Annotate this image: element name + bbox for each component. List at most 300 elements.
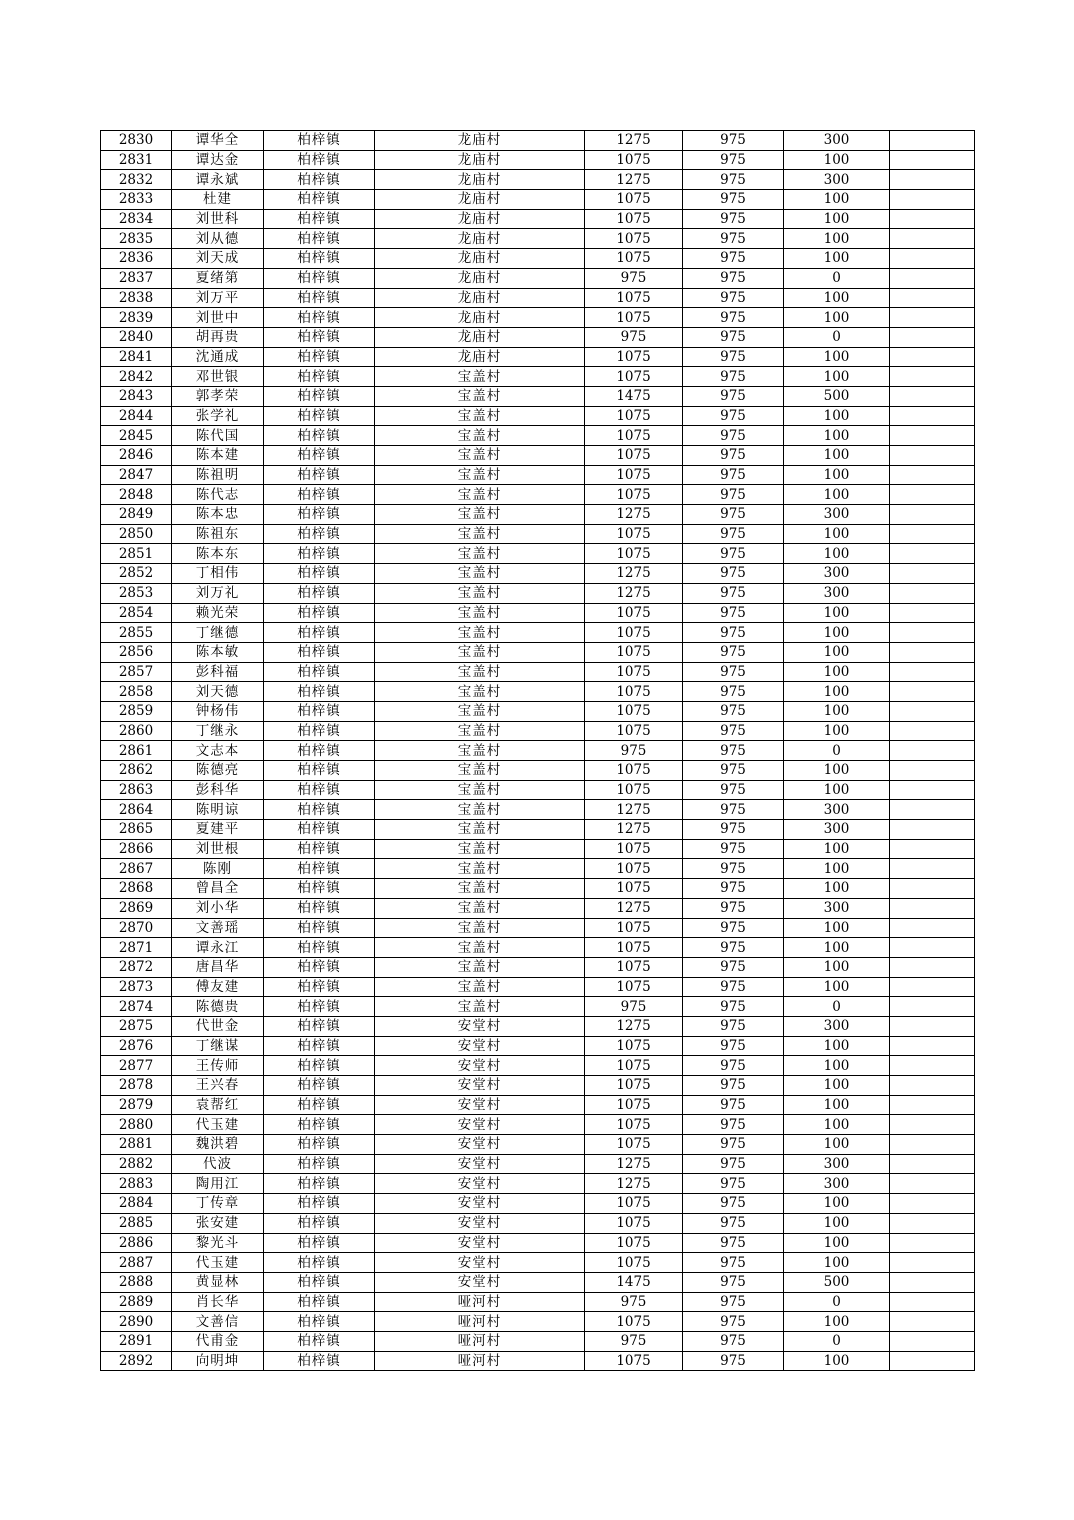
cell-amount-base: 975: [683, 938, 784, 958]
cell-amount-diff: 100: [784, 879, 890, 899]
cell-amount-diff: 100: [784, 308, 890, 328]
cell-name: 魏洪碧: [172, 1135, 264, 1155]
cell-village: 龙庙村: [375, 249, 585, 269]
cell-town: 柏梓镇: [264, 839, 375, 859]
cell-town: 柏梓镇: [264, 1036, 375, 1056]
cell-name: 文善信: [172, 1312, 264, 1332]
cell-amount-base: 975: [683, 583, 784, 603]
cell-remark: [890, 1213, 975, 1233]
cell-name: 谭永斌: [172, 170, 264, 190]
cell-id: 2864: [101, 800, 172, 820]
cell-amount-diff: 300: [784, 1016, 890, 1036]
cell-amount-base: 975: [683, 1036, 784, 1056]
cell-town: 柏梓镇: [264, 446, 375, 466]
cell-name: 陈本东: [172, 544, 264, 564]
cell-amount-diff: 100: [784, 839, 890, 859]
cell-amount-base: 975: [683, 465, 784, 485]
cell-remark: [890, 249, 975, 269]
cell-amount-diff: 300: [784, 131, 890, 151]
cell-amount-total: 1075: [585, 426, 683, 446]
cell-village: 龙庙村: [375, 327, 585, 347]
cell-remark: [890, 367, 975, 387]
cell-id: 2877: [101, 1056, 172, 1076]
cell-town: 柏梓镇: [264, 957, 375, 977]
cell-amount-total: 975: [585, 997, 683, 1017]
cell-remark: [890, 1194, 975, 1214]
cell-remark: [890, 288, 975, 308]
cell-amount-diff: 100: [784, 190, 890, 210]
cell-amount-diff: 100: [784, 1095, 890, 1115]
cell-town: 柏梓镇: [264, 1331, 375, 1351]
cell-name: 彭科华: [172, 780, 264, 800]
cell-id: 2848: [101, 485, 172, 505]
cell-amount-diff: 100: [784, 1351, 890, 1371]
cell-town: 柏梓镇: [264, 268, 375, 288]
cell-town: 柏梓镇: [264, 1135, 375, 1155]
cell-village: 宝盖村: [375, 446, 585, 466]
cell-amount-base: 975: [683, 1272, 784, 1292]
cell-name: 文善瑶: [172, 918, 264, 938]
cell-remark: [890, 918, 975, 938]
cell-town: 柏梓镇: [264, 1292, 375, 1312]
cell-name: 刘世科: [172, 209, 264, 229]
cell-town: 柏梓镇: [264, 1056, 375, 1076]
cell-remark: [890, 386, 975, 406]
cell-amount-base: 975: [683, 977, 784, 997]
cell-amount-total: 1075: [585, 209, 683, 229]
cell-id: 2891: [101, 1331, 172, 1351]
cell-remark: [890, 229, 975, 249]
cell-amount-diff: 300: [784, 170, 890, 190]
cell-town: 柏梓镇: [264, 1213, 375, 1233]
cell-id: 2852: [101, 564, 172, 584]
cell-amount-diff: 100: [784, 780, 890, 800]
cell-amount-base: 975: [683, 1312, 784, 1332]
cell-amount-total: 1075: [585, 1095, 683, 1115]
table-row: [101, 190, 975, 210]
cell-name: 丁继谋: [172, 1036, 264, 1056]
cell-remark: [890, 426, 975, 446]
cell-amount-base: 975: [683, 780, 784, 800]
cell-amount-total: 1075: [585, 603, 683, 623]
cell-id: 2832: [101, 170, 172, 190]
table-row: [101, 367, 975, 387]
cell-amount-diff: 100: [784, 662, 890, 682]
cell-amount-base: 975: [683, 426, 784, 446]
cell-name: 陈刚: [172, 859, 264, 879]
cell-amount-total: 975: [585, 1292, 683, 1312]
cell-amount-diff: 100: [784, 524, 890, 544]
cell-amount-total: 1075: [585, 721, 683, 741]
cell-amount-base: 975: [683, 1213, 784, 1233]
cell-amount-total: 1075: [585, 938, 683, 958]
cell-amount-total: 1075: [585, 229, 683, 249]
table-row: [101, 721, 975, 741]
cell-name: 丁继德: [172, 623, 264, 643]
table-row: [101, 997, 975, 1017]
cell-id: 2892: [101, 1351, 172, 1371]
cell-amount-total: 1075: [585, 308, 683, 328]
cell-remark: [890, 938, 975, 958]
cell-amount-diff: 100: [784, 209, 890, 229]
cell-village: 宝盖村: [375, 839, 585, 859]
table-row: [101, 347, 975, 367]
cell-amount-diff: 100: [784, 761, 890, 781]
cell-village: 安堂村: [375, 1174, 585, 1194]
cell-remark: [890, 583, 975, 603]
cell-town: 柏梓镇: [264, 426, 375, 446]
cell-town: 柏梓镇: [264, 1115, 375, 1135]
cell-name: 丁相伟: [172, 564, 264, 584]
cell-id: 2830: [101, 131, 172, 151]
cell-amount-base: 975: [683, 524, 784, 544]
cell-town: 柏梓镇: [264, 1174, 375, 1194]
cell-amount-diff: 100: [784, 288, 890, 308]
cell-amount-base: 975: [683, 150, 784, 170]
cell-amount-total: 1075: [585, 1233, 683, 1253]
table-row: [101, 820, 975, 840]
table-row: [101, 170, 975, 190]
cell-town: 柏梓镇: [264, 209, 375, 229]
cell-village: 宝盖村: [375, 721, 585, 741]
table-row: [101, 288, 975, 308]
cell-remark: [890, 1115, 975, 1135]
cell-village: 宝盖村: [375, 465, 585, 485]
cell-amount-base: 975: [683, 701, 784, 721]
table-row: [101, 682, 975, 702]
cell-id: 2889: [101, 1292, 172, 1312]
cell-amount-total: 1275: [585, 1016, 683, 1036]
cell-amount-total: 1075: [585, 662, 683, 682]
cell-amount-diff: 100: [784, 938, 890, 958]
cell-village: 安堂村: [375, 1253, 585, 1273]
cell-amount-base: 975: [683, 918, 784, 938]
cell-amount-base: 975: [683, 800, 784, 820]
cell-remark: [890, 268, 975, 288]
cell-town: 柏梓镇: [264, 150, 375, 170]
cell-id: 2879: [101, 1095, 172, 1115]
cell-name: 丁继永: [172, 721, 264, 741]
cell-remark: [890, 446, 975, 466]
cell-name: 张学礼: [172, 406, 264, 426]
cell-id: 2872: [101, 957, 172, 977]
cell-town: 柏梓镇: [264, 1095, 375, 1115]
cell-id: 2867: [101, 859, 172, 879]
cell-amount-base: 975: [683, 1135, 784, 1155]
cell-village: 安堂村: [375, 1076, 585, 1096]
cell-id: 2836: [101, 249, 172, 269]
cell-amount-base: 975: [683, 623, 784, 643]
cell-name: 唐昌华: [172, 957, 264, 977]
cell-amount-total: 1075: [585, 1056, 683, 1076]
cell-amount-total: 1075: [585, 642, 683, 662]
cell-village: 哑河村: [375, 1312, 585, 1332]
cell-name: 邓世银: [172, 367, 264, 387]
cell-remark: [890, 1331, 975, 1351]
cell-remark: [890, 741, 975, 761]
cell-amount-total: 1075: [585, 623, 683, 643]
cell-village: 龙庙村: [375, 308, 585, 328]
cell-remark: [890, 1312, 975, 1332]
cell-amount-total: 1275: [585, 1174, 683, 1194]
cell-name: 张安建: [172, 1213, 264, 1233]
cell-amount-diff: 300: [784, 800, 890, 820]
cell-amount-total: 1075: [585, 465, 683, 485]
cell-remark: [890, 662, 975, 682]
cell-amount-total: 1275: [585, 898, 683, 918]
cell-amount-total: 1075: [585, 288, 683, 308]
cell-village: 宝盖村: [375, 898, 585, 918]
table-row: [101, 741, 975, 761]
table-row: [101, 1292, 975, 1312]
cell-amount-total: 1075: [585, 761, 683, 781]
cell-village: 宝盖村: [375, 820, 585, 840]
cell-amount-total: 1075: [585, 1194, 683, 1214]
cell-remark: [890, 1095, 975, 1115]
cell-village: 安堂村: [375, 1233, 585, 1253]
cell-amount-total: 1075: [585, 1135, 683, 1155]
cell-remark: [890, 820, 975, 840]
cell-village: 宝盖村: [375, 623, 585, 643]
table-row: [101, 308, 975, 328]
cell-name: 陈德贵: [172, 997, 264, 1017]
roster-body: [101, 131, 975, 1371]
cell-remark: [890, 190, 975, 210]
cell-remark: [890, 623, 975, 643]
cell-amount-total: 1075: [585, 780, 683, 800]
cell-town: 柏梓镇: [264, 564, 375, 584]
cell-amount-base: 975: [683, 662, 784, 682]
cell-amount-total: 1275: [585, 1154, 683, 1174]
cell-village: 安堂村: [375, 1194, 585, 1214]
cell-village: 哑河村: [375, 1351, 585, 1371]
cell-remark: [890, 524, 975, 544]
cell-village: 宝盖村: [375, 741, 585, 761]
cell-id: 2854: [101, 603, 172, 623]
cell-town: 柏梓镇: [264, 386, 375, 406]
cell-id: 2882: [101, 1154, 172, 1174]
table-row: [101, 544, 975, 564]
cell-amount-base: 975: [683, 879, 784, 899]
cell-id: 2857: [101, 662, 172, 682]
cell-amount-base: 975: [683, 1351, 784, 1371]
cell-amount-total: 1075: [585, 1312, 683, 1332]
cell-amount-total: 975: [585, 268, 683, 288]
cell-town: 柏梓镇: [264, 229, 375, 249]
cell-village: 安堂村: [375, 1135, 585, 1155]
cell-amount-diff: 100: [784, 1233, 890, 1253]
cell-remark: [890, 564, 975, 584]
cell-village: 龙庙村: [375, 209, 585, 229]
cell-amount-diff: 100: [784, 1056, 890, 1076]
cell-name: 丁传章: [172, 1194, 264, 1214]
cell-amount-base: 975: [683, 170, 784, 190]
cell-village: 宝盖村: [375, 367, 585, 387]
cell-id: 2843: [101, 386, 172, 406]
cell-name: 钟杨伟: [172, 701, 264, 721]
cell-remark: [890, 1016, 975, 1036]
cell-village: 龙庙村: [375, 150, 585, 170]
cell-amount-total: 1275: [585, 170, 683, 190]
cell-town: 柏梓镇: [264, 524, 375, 544]
cell-amount-base: 975: [683, 1331, 784, 1351]
cell-amount-base: 975: [683, 1233, 784, 1253]
cell-amount-diff: 100: [784, 485, 890, 505]
table-row: [101, 229, 975, 249]
table-row: [101, 1036, 975, 1056]
cell-village: 宝盖村: [375, 564, 585, 584]
cell-amount-total: 1075: [585, 347, 683, 367]
cell-amount-diff: 500: [784, 386, 890, 406]
cell-amount-diff: 100: [784, 446, 890, 466]
cell-id: 2834: [101, 209, 172, 229]
cell-town: 柏梓镇: [264, 288, 375, 308]
cell-amount-base: 975: [683, 131, 784, 151]
table-row: [101, 1272, 975, 1292]
table-row: [101, 485, 975, 505]
cell-amount-base: 975: [683, 229, 784, 249]
cell-id: 2886: [101, 1233, 172, 1253]
cell-village: 龙庙村: [375, 347, 585, 367]
cell-id: 2884: [101, 1194, 172, 1214]
cell-amount-total: 1075: [585, 1213, 683, 1233]
cell-name: 代世金: [172, 1016, 264, 1036]
cell-amount-diff: 500: [784, 1272, 890, 1292]
cell-amount-total: 1075: [585, 879, 683, 899]
cell-village: 龙庙村: [375, 268, 585, 288]
cell-remark: [890, 603, 975, 623]
cell-id: 2853: [101, 583, 172, 603]
cell-amount-total: 1075: [585, 367, 683, 387]
cell-amount-diff: 0: [784, 1292, 890, 1312]
cell-amount-base: 975: [683, 406, 784, 426]
cell-amount-total: 1075: [585, 701, 683, 721]
cell-amount-total: 1075: [585, 1115, 683, 1135]
cell-amount-base: 975: [683, 209, 784, 229]
cell-village: 哑河村: [375, 1331, 585, 1351]
cell-amount-total: 1275: [585, 564, 683, 584]
table-row: [101, 957, 975, 977]
cell-village: 宝盖村: [375, 426, 585, 446]
cell-amount-base: 975: [683, 564, 784, 584]
cell-village: 龙庙村: [375, 229, 585, 249]
cell-amount-total: 1275: [585, 800, 683, 820]
table-row: [101, 426, 975, 446]
cell-name: 胡再贵: [172, 327, 264, 347]
cell-town: 柏梓镇: [264, 327, 375, 347]
cell-amount-base: 975: [683, 249, 784, 269]
cell-remark: [890, 859, 975, 879]
roster-table: [100, 130, 975, 1371]
cell-amount-diff: 100: [784, 1312, 890, 1332]
table-row: [101, 1174, 975, 1194]
cell-name: 刘天成: [172, 249, 264, 269]
cell-name: 王兴春: [172, 1076, 264, 1096]
cell-amount-base: 975: [683, 308, 784, 328]
cell-remark: [890, 879, 975, 899]
table-row: [101, 406, 975, 426]
cell-amount-diff: 100: [784, 1253, 890, 1273]
table-row: [101, 800, 975, 820]
cell-remark: [890, 1174, 975, 1194]
cell-amount-base: 975: [683, 1253, 784, 1273]
cell-id: 2888: [101, 1272, 172, 1292]
cell-amount-diff: 300: [784, 820, 890, 840]
cell-amount-base: 975: [683, 682, 784, 702]
cell-name: 王传师: [172, 1056, 264, 1076]
cell-name: 代玉建: [172, 1253, 264, 1273]
cell-amount-total: 1275: [585, 131, 683, 151]
cell-amount-diff: 100: [784, 1135, 890, 1155]
cell-town: 柏梓镇: [264, 820, 375, 840]
cell-village: 哑河村: [375, 1292, 585, 1312]
cell-amount-diff: 100: [784, 977, 890, 997]
cell-amount-total: 975: [585, 1331, 683, 1351]
cell-town: 柏梓镇: [264, 347, 375, 367]
cell-remark: [890, 209, 975, 229]
table-row: [101, 268, 975, 288]
cell-amount-diff: 100: [784, 465, 890, 485]
cell-id: 2862: [101, 761, 172, 781]
cell-id: 2840: [101, 327, 172, 347]
cell-amount-total: 1475: [585, 386, 683, 406]
cell-town: 柏梓镇: [264, 505, 375, 525]
cell-amount-base: 975: [683, 367, 784, 387]
cell-amount-base: 975: [683, 347, 784, 367]
cell-name: 陈德亮: [172, 761, 264, 781]
cell-amount-base: 975: [683, 1292, 784, 1312]
cell-amount-diff: 100: [784, 1076, 890, 1096]
cell-amount-total: 1075: [585, 957, 683, 977]
cell-remark: [890, 1056, 975, 1076]
cell-amount-diff: 100: [784, 1194, 890, 1214]
cell-amount-base: 975: [683, 839, 784, 859]
cell-id: 2845: [101, 426, 172, 446]
cell-village: 龙庙村: [375, 170, 585, 190]
cell-amount-base: 975: [683, 1095, 784, 1115]
cell-id: 2859: [101, 701, 172, 721]
table-row: [101, 839, 975, 859]
cell-id: 2842: [101, 367, 172, 387]
table-row: [101, 1016, 975, 1036]
table-row: [101, 1115, 975, 1135]
cell-town: 柏梓镇: [264, 1253, 375, 1273]
cell-remark: [890, 1272, 975, 1292]
cell-remark: [890, 308, 975, 328]
cell-village: 龙庙村: [375, 288, 585, 308]
cell-amount-diff: 100: [784, 603, 890, 623]
cell-village: 宝盖村: [375, 938, 585, 958]
cell-amount-diff: 0: [784, 741, 890, 761]
cell-town: 柏梓镇: [264, 1272, 375, 1292]
table-row: [101, 938, 975, 958]
cell-village: 安堂村: [375, 1036, 585, 1056]
cell-village: 宝盖村: [375, 406, 585, 426]
cell-village: 安堂村: [375, 1115, 585, 1135]
cell-village: 安堂村: [375, 1213, 585, 1233]
cell-amount-base: 975: [683, 288, 784, 308]
table-row: [101, 386, 975, 406]
cell-id: 2839: [101, 308, 172, 328]
cell-amount-diff: 0: [784, 268, 890, 288]
cell-id: 2870: [101, 918, 172, 938]
cell-village: 宝盖村: [375, 386, 585, 406]
cell-amount-base: 975: [683, 741, 784, 761]
cell-name: 谭华全: [172, 131, 264, 151]
cell-name: 谭达金: [172, 150, 264, 170]
cell-name: 肖长华: [172, 1292, 264, 1312]
table-row: [101, 898, 975, 918]
